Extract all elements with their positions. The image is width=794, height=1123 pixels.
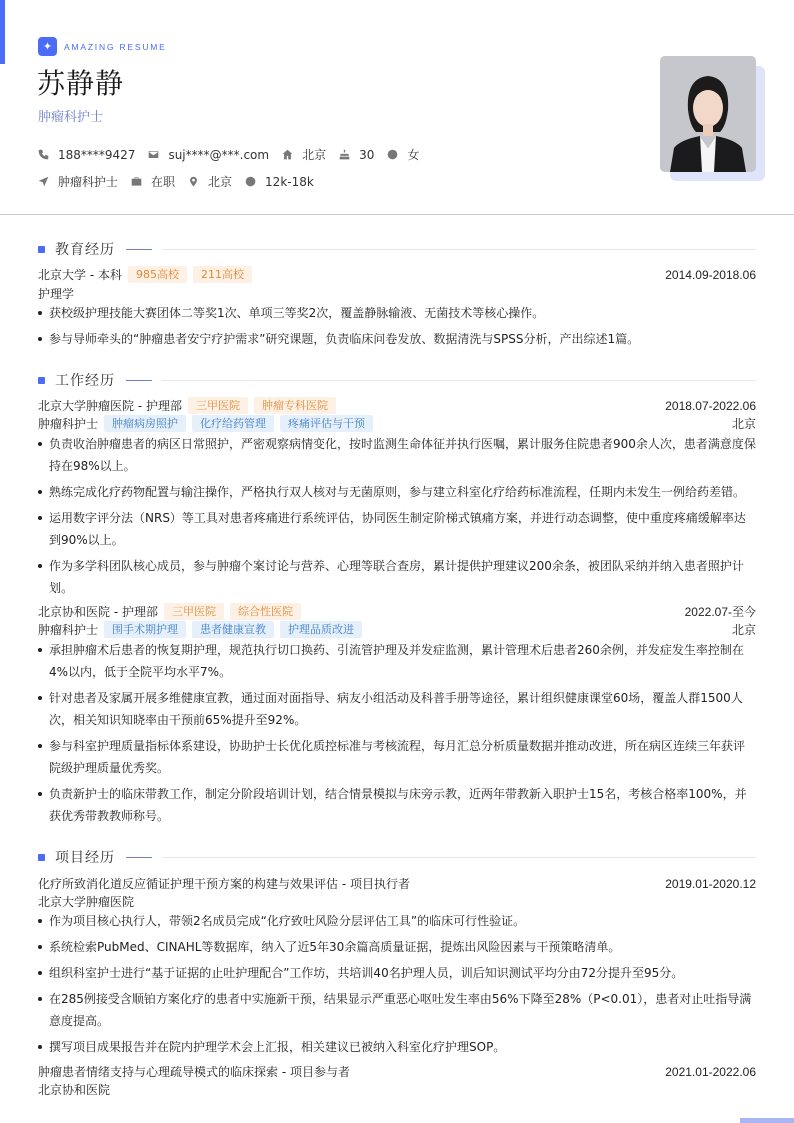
project-header <box>38 875 756 892</box>
project-bullet: 在285例接受含顺铂方案化疗的患者中实施新干预，结果显示严重恶心呕吐发生率由56%下降至28%（P<0.01），患者对止吐指导满意度提高。 <box>38 988 756 1032</box>
email-info <box>148 148 269 162</box>
company-tag: 三甲医院 <box>188 397 248 414</box>
work-role-row <box>38 415 756 432</box>
phone-icon <box>38 149 49 160</box>
section-divider-accent <box>126 249 152 250</box>
work-date: 2022.07-至今 <box>684 605 756 619</box>
role: 肿瘤科护士 <box>38 623 99 637</box>
profile-photo <box>660 56 756 172</box>
work-header <box>38 397 756 414</box>
email-text: suj****@***.com <box>168 147 270 162</box>
status-info <box>131 173 175 190</box>
school-degree: 北京大学 - 本科 <box>38 268 122 282</box>
briefcase-icon <box>131 176 142 187</box>
skill-tag: 护理品质改进 <box>280 621 362 638</box>
section-marker <box>38 246 45 253</box>
city-info <box>282 146 326 163</box>
section-education <box>38 239 756 259</box>
phone-info <box>38 148 135 162</box>
brand-text: AMAZING RESUME <box>64 41 167 52</box>
target-job-text: 肿瘤科护士 <box>58 175 119 189</box>
gender-icon <box>387 149 398 160</box>
company: 北京大学肿瘤医院 - 护理部 <box>38 399 182 413</box>
company-tag: 综合性医院 <box>230 603 301 620</box>
sparkle-icon: ✦ <box>38 37 57 56</box>
project-bullet: 组织科室护士进行“基于证据的止吐护理配合”工作坊，共培训40名护理人员，训后知识测试平均分由72分提升至95分。 <box>38 962 756 984</box>
school-tag: 985高校 <box>128 266 187 283</box>
company: 北京协和医院 - 护理部 <box>38 605 158 619</box>
education-bullet: 获校级护理技能大赛团体二等奖1次、单项三等奖2次，覆盖静脉输液、无菌技术等核心操作。 <box>38 302 756 324</box>
skill-tag: 化疗给药管理 <box>192 415 274 432</box>
section-divider <box>162 380 756 381</box>
footer-accent-bar <box>740 1118 794 1123</box>
target-job-info <box>38 173 118 190</box>
contact-row <box>38 146 432 163</box>
role: 肿瘤科护士 <box>38 417 99 431</box>
candidate-name: 苏静静 <box>37 67 125 100</box>
work-role-row <box>38 621 756 638</box>
resume-header <box>0 0 794 215</box>
age-info <box>339 148 374 162</box>
work-location: 北京 <box>731 623 756 637</box>
section-divider <box>162 249 756 250</box>
project-bullet: 作为项目核心执行人，带领2名成员完成“化疗致吐风险分层评估工具”的临床可行性验证。 <box>38 910 756 932</box>
work-location: 北京 <box>731 417 756 431</box>
company-tag: 三甲医院 <box>164 603 224 620</box>
job-intent-row <box>38 173 327 190</box>
education-bullet: 参与导师牵头的“肿瘤患者安宁疗护需求”研究课题，负责临床问卷发放、数据清洗与SPSS分析，产出综述1篇。 <box>38 328 756 350</box>
project-date: 2021.01-2022.06 <box>665 1064 756 1079</box>
section-work <box>38 370 756 390</box>
cake-icon <box>339 149 350 160</box>
project-bullet: 撰写项目成果报告并在院内护理学术会上汇报，相关建议已被纳入科室化疗护理SOP。 <box>38 1036 756 1058</box>
education-major-row <box>38 285 756 302</box>
work-header <box>38 603 756 620</box>
gender-info <box>387 146 419 163</box>
section-project <box>38 847 756 867</box>
candidate-title: 肿瘤科护士 <box>38 110 104 125</box>
work-bullet: 参与科室护理质量指标体系建设，协助护士长优化质控标准与考核流程，每月汇总分析质量数据并推动改进，所在病区连续三年获评院级护理质量优秀奖。 <box>38 735 756 779</box>
section-title: 工作经历 <box>55 373 115 389</box>
section-divider-accent <box>126 857 152 858</box>
school-tag: 211高校 <box>193 266 252 283</box>
work-bullet: 负责收治肿瘤患者的病区日常照护，严密观察病情变化，按时监测生命体征并执行医嘱，累计服务住院患者900余人次，患者满意度保持在98%以上。 <box>38 433 756 477</box>
project-header <box>38 1063 756 1080</box>
skill-tag: 围手术期护理 <box>104 621 186 638</box>
phone-text: 188****9427 <box>58 147 136 162</box>
section-marker <box>38 854 45 861</box>
company-tag: 肿瘤专科医院 <box>254 397 336 414</box>
project-org-row <box>38 893 756 910</box>
work-bullet: 运用数字评分法（NRS）等工具对患者疼痛进行系统评估，协同医生制定阶梯式镇痛方案，并进行动态调整，使中重度疼痛缓解率达到90%以上。 <box>38 507 756 551</box>
salary-info <box>245 175 314 189</box>
work-bullet: 作为多学科团队核心成员，参与肿瘤个案讨论与营养、心理等联合查房，累计提供护理建议200余条，被团队采纳并纳入患者照护计划。 <box>38 555 756 599</box>
major: 护理学 <box>38 287 75 301</box>
mail-icon <box>148 149 159 160</box>
section-title: 教育经历 <box>55 242 115 258</box>
work-bullet: 熟练完成化疗药物配置与输注操作，严格执行双人核对与无菌原则，参与建立科室化疗给药标准流程，任期内未发生一例给药差错。 <box>38 481 756 503</box>
skill-tag: 肿瘤病房照护 <box>104 415 186 432</box>
work-bullet: 针对患者及家属开展多维健康宣教，通过面对面指导、病友小组活动及科普手册等途径，累计组织健康课堂60场，覆盖人群1500人次，相关知识知晓率由干预前65%提升至92%。 <box>38 687 756 731</box>
work-date: 2018.07-2022.06 <box>665 398 756 413</box>
brand <box>38 37 167 56</box>
money-icon <box>245 176 256 187</box>
gender-text: 女 <box>407 148 420 162</box>
target-city-text: 北京 <box>208 175 233 189</box>
project-org-row <box>38 1081 756 1098</box>
location-pin-icon <box>188 176 199 187</box>
project-name-role: 化疗所致消化道反应循证护理干预方案的构建与效果评估 - 项目执行者 <box>38 877 410 891</box>
home-icon <box>282 149 293 160</box>
project-name-role: 肿瘤患者情绪支持与心理疏导模式的临床探索 - 项目参与者 <box>38 1065 350 1079</box>
section-divider-accent <box>126 380 152 381</box>
salary-text: 12k-18k <box>265 174 314 189</box>
section-divider <box>162 857 756 858</box>
city-text: 北京 <box>302 148 327 162</box>
target-city-info <box>188 173 232 190</box>
work-bullet: 负责新护士的临床带教工作，制定分阶段培训计划，结合情景模拟与床旁示教，近两年带教新入职护士15名，考核合格率100%，并获优秀带教教师称号。 <box>38 783 756 827</box>
status-text: 在职 <box>151 175 176 189</box>
project-date: 2019.01-2020.12 <box>665 876 756 891</box>
project-org: 北京大学肿瘤医院 <box>38 895 135 909</box>
section-marker <box>38 377 45 384</box>
send-icon <box>38 176 49 187</box>
project-bullet: 系统检索PubMed、CINAHL等数据库，纳入了近5年30余篇高质量证据，提炼出风险因素与干预策略清单。 <box>38 936 756 958</box>
education-header <box>38 266 756 283</box>
education-date: 2014.09-2018.06 <box>665 267 756 282</box>
project-org: 北京协和医院 <box>38 1083 111 1097</box>
work-bullet: 承担肿瘤术后患者的恢复期护理，规范执行切口换药、引流管护理及并发症监测，累计管理术后患者260余例，并发症发生率控制在4%以内，低于全院平均水平7%。 <box>38 639 756 683</box>
section-title: 项目经历 <box>55 850 115 866</box>
skill-tag: 疼痛评估与干预 <box>280 415 373 432</box>
age-text: 30 <box>359 147 375 162</box>
skill-tag: 患者健康宣教 <box>192 621 274 638</box>
